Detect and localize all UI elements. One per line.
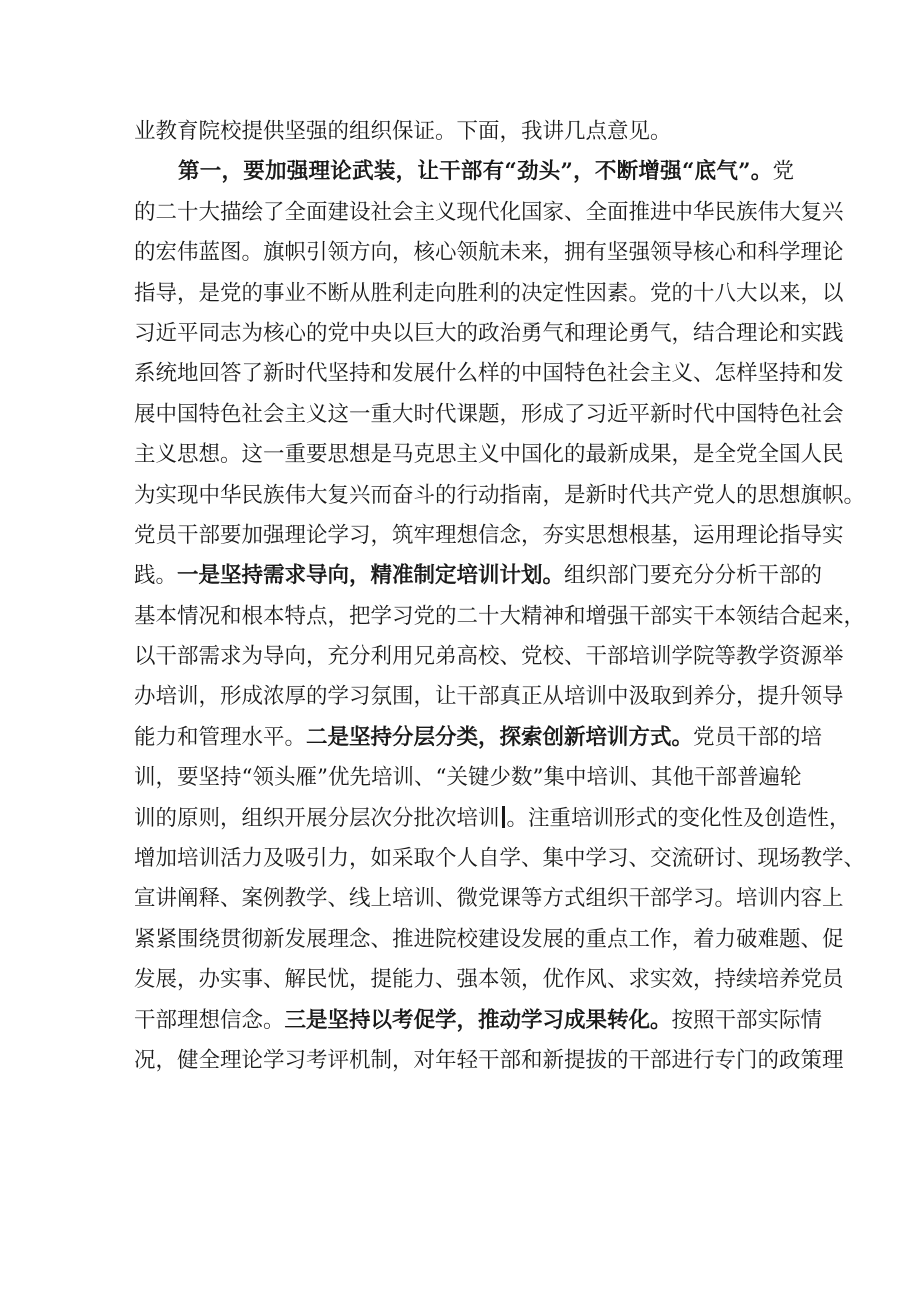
text-line xyxy=(134,112,794,152)
paragraph-text: 党员干部要加强理论学习，筑牢理想信念，夯实思想根基，运用理论指导实 xyxy=(134,522,844,548)
text-line xyxy=(134,758,802,798)
text-line xyxy=(134,274,844,314)
text-line xyxy=(134,960,844,1000)
text-line xyxy=(134,1041,844,1081)
paragraph-text: 。注重培训形式的变化性及创造性， xyxy=(506,805,851,831)
bold-heading-text: 一是坚持需求导向，精准制定培训计划。 xyxy=(177,563,565,589)
bold-heading-text: 第一，要加强理论武装，让干部有“劲头”，不断增强“底气”。 xyxy=(178,159,773,185)
paragraph-text: 党 xyxy=(772,159,794,185)
paragraph-text: 训，要坚持“领头雁”优先培训、“关键少数”集中培训、其他干部普遍轮 xyxy=(134,765,802,791)
text-line xyxy=(134,1001,823,1041)
paragraph-text: 习近平同志为核心的党中央以巨大的政治勇气和理论勇气，结合理论和实践 xyxy=(134,320,844,346)
text-line xyxy=(134,597,866,637)
paragraph-text: 为实现中华民族伟大复兴而奋斗的行动指南，是新时代共产党人的思想旗帜。 xyxy=(134,482,866,508)
paragraph-text: 基本情况和根本特点，把学习党的二十大精神和增强干部实干本领结合起来， xyxy=(134,603,866,629)
text-line xyxy=(134,152,794,192)
paragraph-text: 以干部需求为导向，充分利用兄弟高校、党校、干部培训学院等教学资源举 xyxy=(134,644,844,670)
paragraph-text: 党员干部的培 xyxy=(693,724,823,750)
paragraph-text: 况，健全理论学习考评机制，对年轻干部和新提拔的干部进行专门的政策理 xyxy=(134,1047,844,1073)
paragraph-text: 主义思想。这一重要思想是马克思主义中国化的最新成果，是全党全国人民 xyxy=(134,442,844,468)
paragraph-text: 紧紧围绕贯彻新发展理念、推进院校建设发展的重点工作，着力破难题、促 xyxy=(134,926,844,952)
text-line xyxy=(134,799,851,839)
paragraph-text: 宣讲阐释、案例教学、线上培训、微党课等方式组织干部学习。培训内容上 xyxy=(134,886,844,912)
paragraph-text: 增加培训活力及吸引力，如采取个人自学、集中学习、交流研讨、现场教学、 xyxy=(134,846,866,872)
text-line xyxy=(134,879,844,919)
paragraph-text: 按照干部实际情 xyxy=(671,1007,823,1033)
paragraph-text: 训的原则，组织开展分层次分批次培训 xyxy=(134,805,500,831)
text-line xyxy=(134,233,844,273)
text-line xyxy=(134,314,844,354)
text-line xyxy=(134,435,844,475)
paragraph-text: 业教育院校提供坚强的组织保证。下面，我讲几点意见。 xyxy=(134,119,672,144)
paragraph-text: 发展，办实事、解民忧，提能力、强本领，优作风、求实效，持续培养党员 xyxy=(134,967,844,993)
text-line xyxy=(134,556,823,596)
text-line xyxy=(134,920,844,960)
bold-heading-text: 三是坚持以考促学，推动学习成果转化。 xyxy=(284,1007,672,1033)
text-line xyxy=(134,516,844,556)
paragraph-text: 系统地回答了新时代坚持和发展什么样的中国特色社会主义、怎样坚持和发 xyxy=(134,361,844,387)
paragraph-text: 践。 xyxy=(134,563,178,589)
paragraph-text: 的宏伟蓝图。旗帜引领方向，核心领航未来，拥有坚强领导核心和科学理论 xyxy=(134,240,844,266)
text-line xyxy=(134,354,844,394)
paragraph-text: 办培训，形成浓厚的学习氛围，让干部真正从培训中汲取到养分，提升领导 xyxy=(134,684,844,710)
paragraph-text: 组织部门要充分分析干部的 xyxy=(564,563,823,589)
paragraph-text: 的二十大描绘了全面建设社会主义现代化国家、全面推进中华民族伟大复兴 xyxy=(134,199,844,225)
text-line xyxy=(134,476,866,516)
text-line xyxy=(134,395,844,435)
paragraph-text: 指导，是党的事业不断从胜利走向胜利的决定性因素。党的十八大以来，以 xyxy=(134,280,844,306)
text-line xyxy=(134,839,866,879)
paragraph-text: 干部理想信念。 xyxy=(134,1007,285,1033)
text-line xyxy=(134,637,844,677)
bold-heading-text: 二是坚持分层分类，探索创新培训方式。 xyxy=(306,724,694,750)
paragraph-text: 展中国特色社会主义这一重大时代课题，形成了习近平新时代中国特色社会 xyxy=(134,401,844,427)
paragraph-text: 能力和管理水平。 xyxy=(134,724,307,750)
text-line xyxy=(134,193,844,233)
text-cursor-mark xyxy=(502,806,505,828)
body-text xyxy=(134,112,866,1081)
text-line xyxy=(134,677,844,717)
text-line xyxy=(134,718,823,758)
